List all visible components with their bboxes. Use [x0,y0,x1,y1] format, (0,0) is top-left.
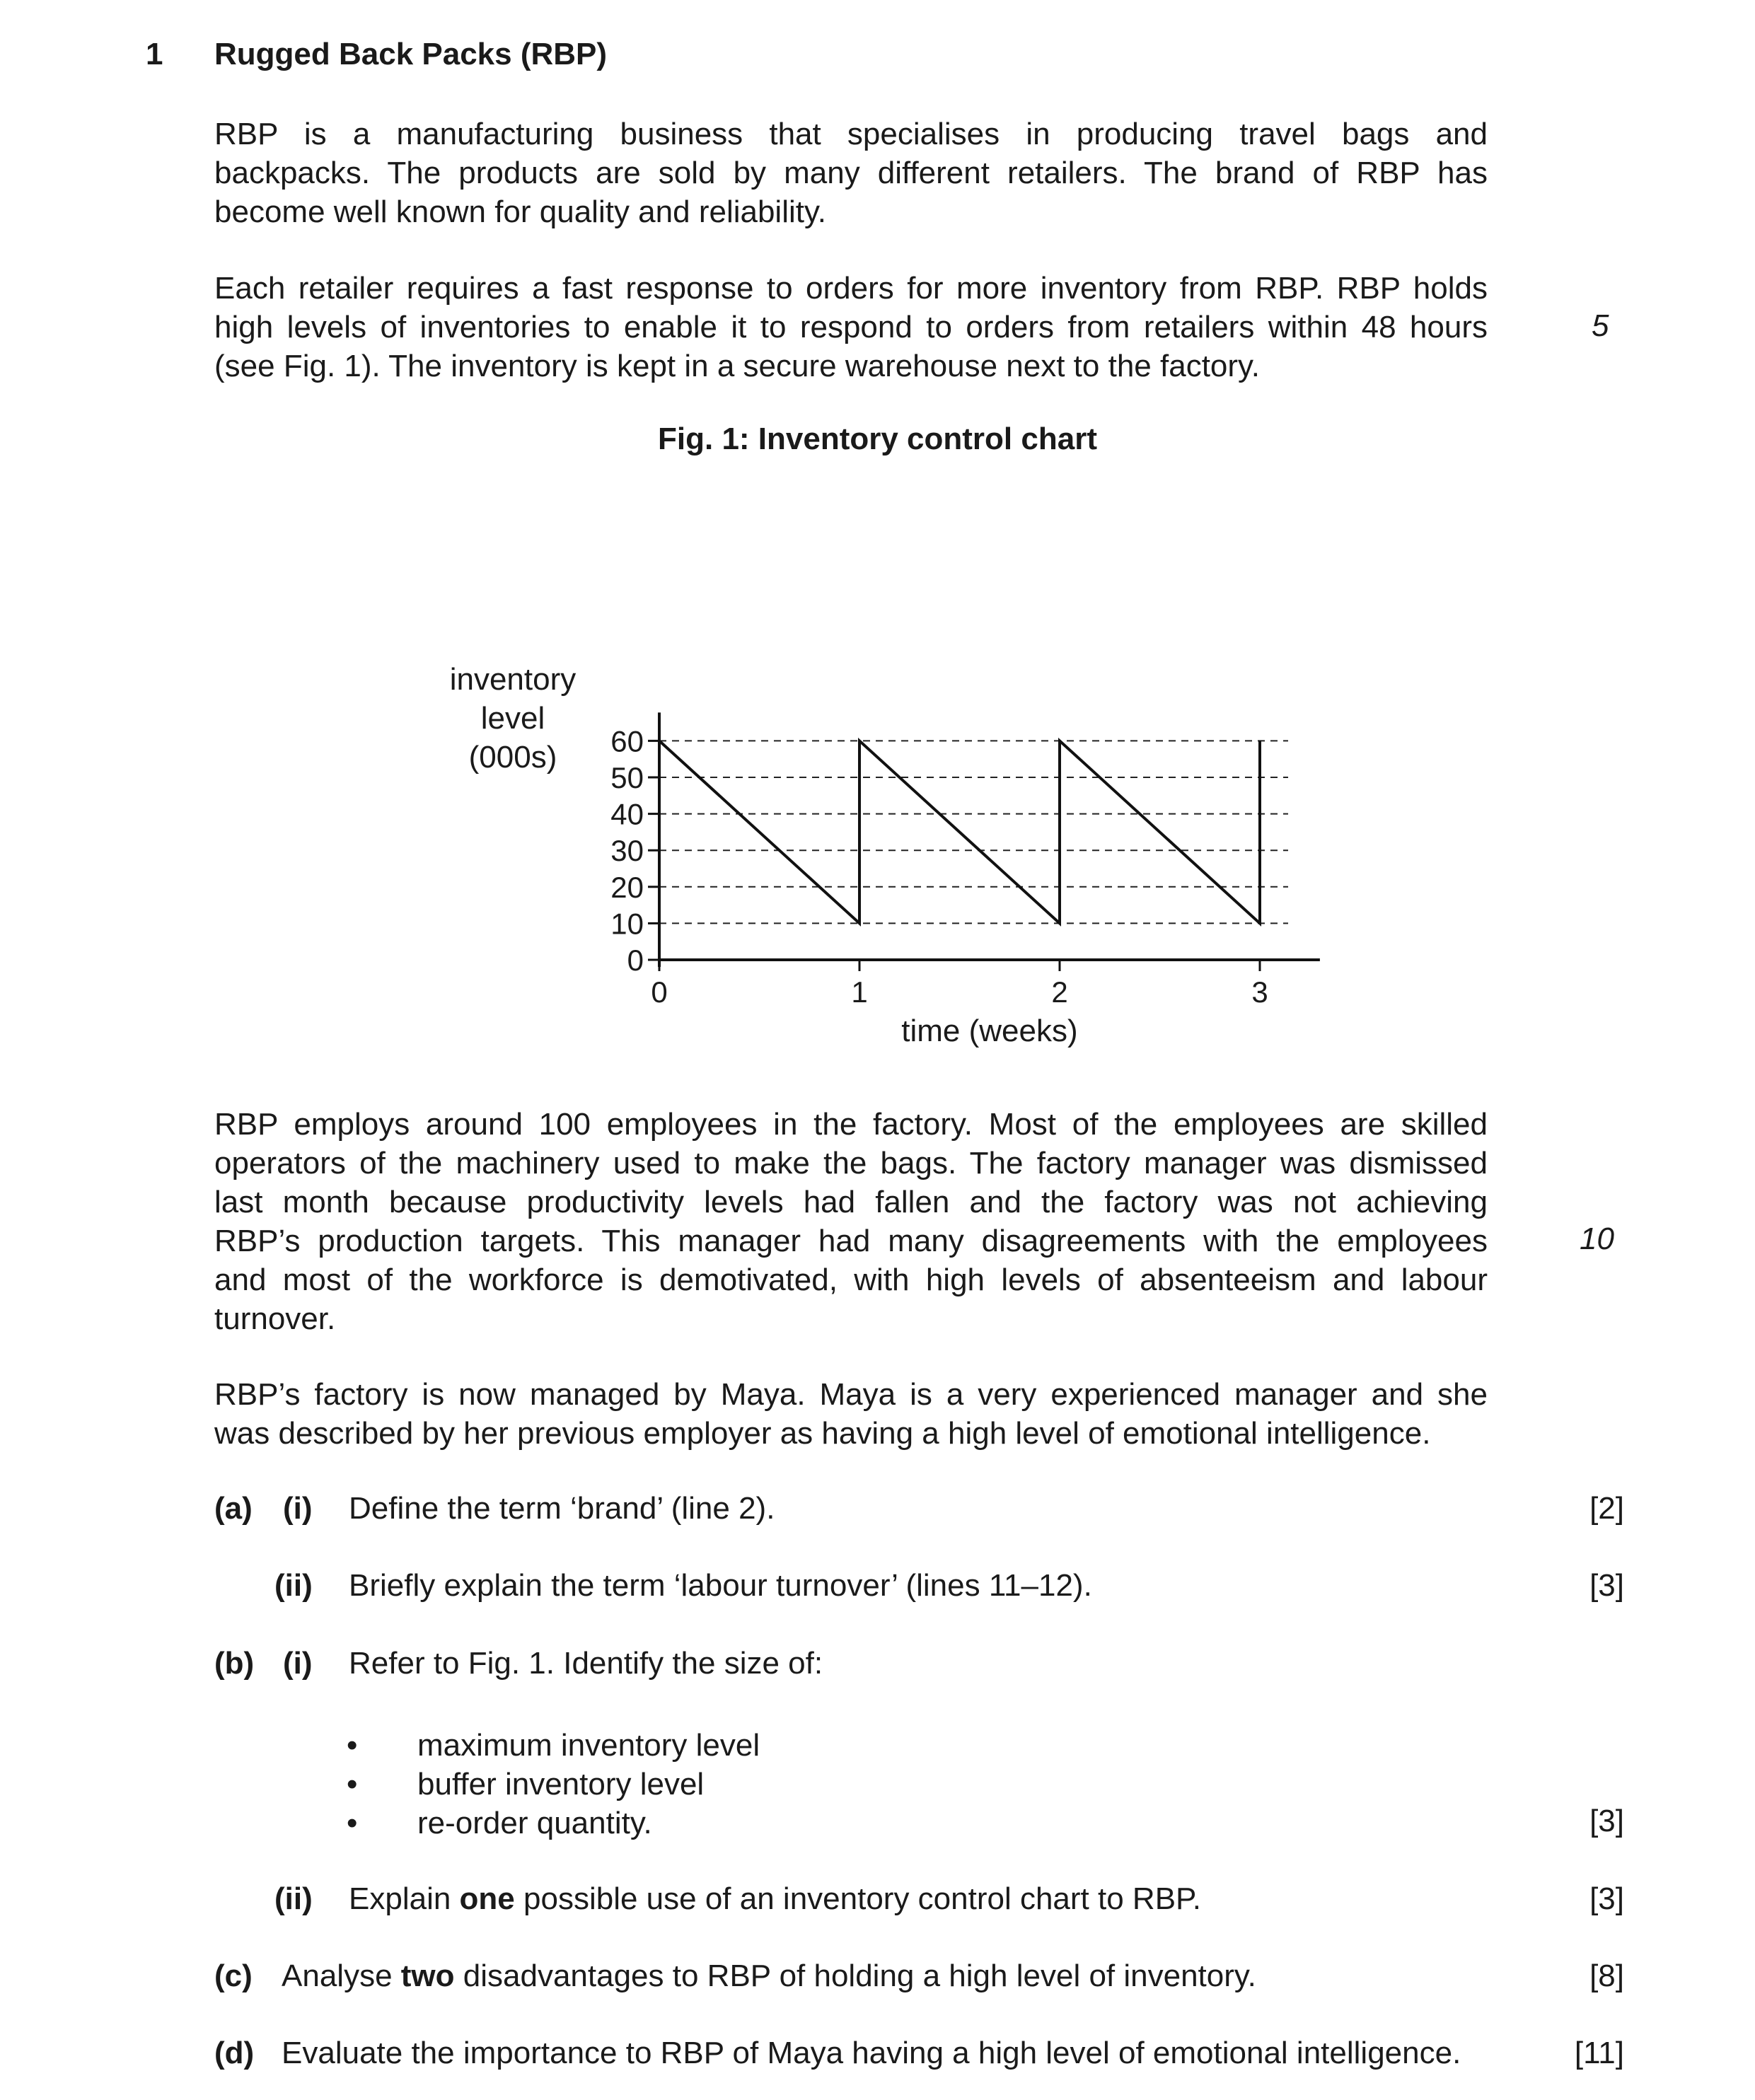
x-tick-label: 3 [1251,975,1268,1009]
list-item [347,1765,760,1804]
paragraph-line: backpacks. The products are sold by many different retailers. The brand of RBP has [214,156,1488,190]
x-axis-label [901,1014,1077,1048]
part-b-ii-text [349,1881,1201,1917]
paragraph-line: RBP employs around 100 employees in the factory. Most of the employees are skilled [214,1107,1488,1142]
part-a-i-text: Define the term ‘brand’ (line 2). [349,1491,775,1526]
bullet-icon: • [347,1806,358,1840]
emphasis-text: one [459,1881,515,1916]
part-b-ii-mark: [3] [1589,1881,1624,1916]
y-tick-label: 40 [610,797,644,831]
bullet-icon: • [347,1767,358,1802]
y-tick-label: 0 [627,944,644,977]
text-run: disadvantages to RBP of holding a high level of inventory. [454,1959,1256,1993]
part-a-i-mark: [2] [1589,1491,1624,1526]
y-axis-label-line: (000s) [468,740,557,775]
y-tick-label: 20 [610,870,644,904]
x-ticks [651,960,1268,1009]
bullet-icon: • [347,1728,358,1763]
x-tick-label: 2 [1051,975,1068,1009]
x-tick-label: 0 [651,975,668,1009]
paragraph-line: operators of the machinery used to make the bags. The factory manager was dismissed [214,1146,1488,1180]
text-run: Explain [349,1881,460,1916]
part-a-ii-mark: [3] [1589,1568,1624,1603]
x-axis-label-text: time (weeks) [901,1014,1078,1048]
y-tick-label: 60 [610,724,644,758]
paragraph-2 [214,269,1488,385]
paragraph-line: high levels of inventories to enable it to respond to orders from retailers within 48 hours [214,310,1488,344]
list-item [347,1804,760,1843]
paragraph-line: was described by her previous employer as having a high level of emotional intelligence. [214,1416,1431,1451]
list-item [347,1726,760,1765]
inventory-control-chart [424,488,1344,1068]
line-number-5: 5 [1592,308,1609,343]
paragraph-line: RBP’s factory is now managed by Maya. Maya is a very experienced manager and she [214,1377,1488,1412]
part-b-i-label: (i) [283,1646,313,1681]
series-line [659,741,1260,923]
text-run: possible use of an inventory control chart to RBP. [514,1881,1201,1916]
part-a-ii-text: Briefly explain the term ‘labour turnover’ (lines 11–12). [349,1568,1092,1603]
part-c-label: (c) [214,1959,253,1993]
part-d-label: (d) [214,2036,255,2070]
paragraph-line: RBP’s production targets. This manager had many disagreements with the employees [214,1224,1488,1258]
text-run: Analyse [282,1959,401,1993]
paragraph-line: and most of the workforce is demotivated, with high levels of absenteeism and labour [214,1263,1488,1297]
figure-title: Fig. 1: Inventory control chart [658,422,1097,456]
series [659,741,1260,923]
part-b-ii-label: (ii) [274,1881,313,1916]
paragraph-3 [214,1105,1488,1338]
y-axis-label-line: inventory [449,662,577,697]
part-b-label: (b) [214,1646,255,1681]
paragraph-4 [214,1375,1488,1453]
case-study-title: Rugged Back Packs (RBP) [214,37,608,71]
part-a-label: (a) [214,1491,253,1526]
gridlines [659,741,1288,923]
y-axis-label-line: level [480,701,545,736]
y-ticks [610,724,659,977]
part-d-mark: [11] [1574,2036,1624,2070]
paragraph-line: RBP is a manufacturing business that specialises in producing travel bags and [214,117,1488,151]
list-item-text: maximum inventory level [417,1728,760,1763]
axes [659,712,1320,967]
paragraph-1 [214,115,1488,231]
paragraph-line: turnover. [214,1301,336,1336]
part-d-text: Evaluate the importance to RBP of Maya having a high level of emotional intelligence. [282,2036,1461,2070]
y-tick-label: 10 [610,907,644,941]
x-tick-label: 1 [851,975,868,1009]
line-number-10: 10 [1580,1222,1614,1256]
part-b-i-mark: [3] [1589,1804,1624,1838]
part-c-text [282,1959,1256,1994]
part-b-i-text: Refer to Fig. 1. Identify the size of: [349,1646,823,1681]
part-a-i-label: (i) [283,1491,313,1526]
part-b-bullet-list [347,1726,760,1843]
paragraph-line: Each retailer requires a fast response to orders for more inventory from RBP. RBP holds [214,271,1488,306]
y-tick-label: 30 [610,834,644,868]
paragraph-line: last month because productivity levels had fallen and the factory was not achieving [214,1185,1488,1219]
paragraph-line: become well known for quality and reliability. [214,195,826,229]
list-item-text: buffer inventory level [417,1767,705,1802]
list-item-text: re-order quantity. [417,1806,652,1840]
part-a-ii-label: (ii) [274,1568,313,1603]
part-c-mark: [8] [1589,1959,1624,1993]
y-tick-label: 50 [610,761,644,794]
y-axis-label [450,662,577,775]
question-number: 1 [146,37,163,71]
paragraph-line: (see Fig. 1). The inventory is kept in a secure warehouse next to the factory. [214,349,1260,383]
emphasis-text: two [400,1959,455,1993]
